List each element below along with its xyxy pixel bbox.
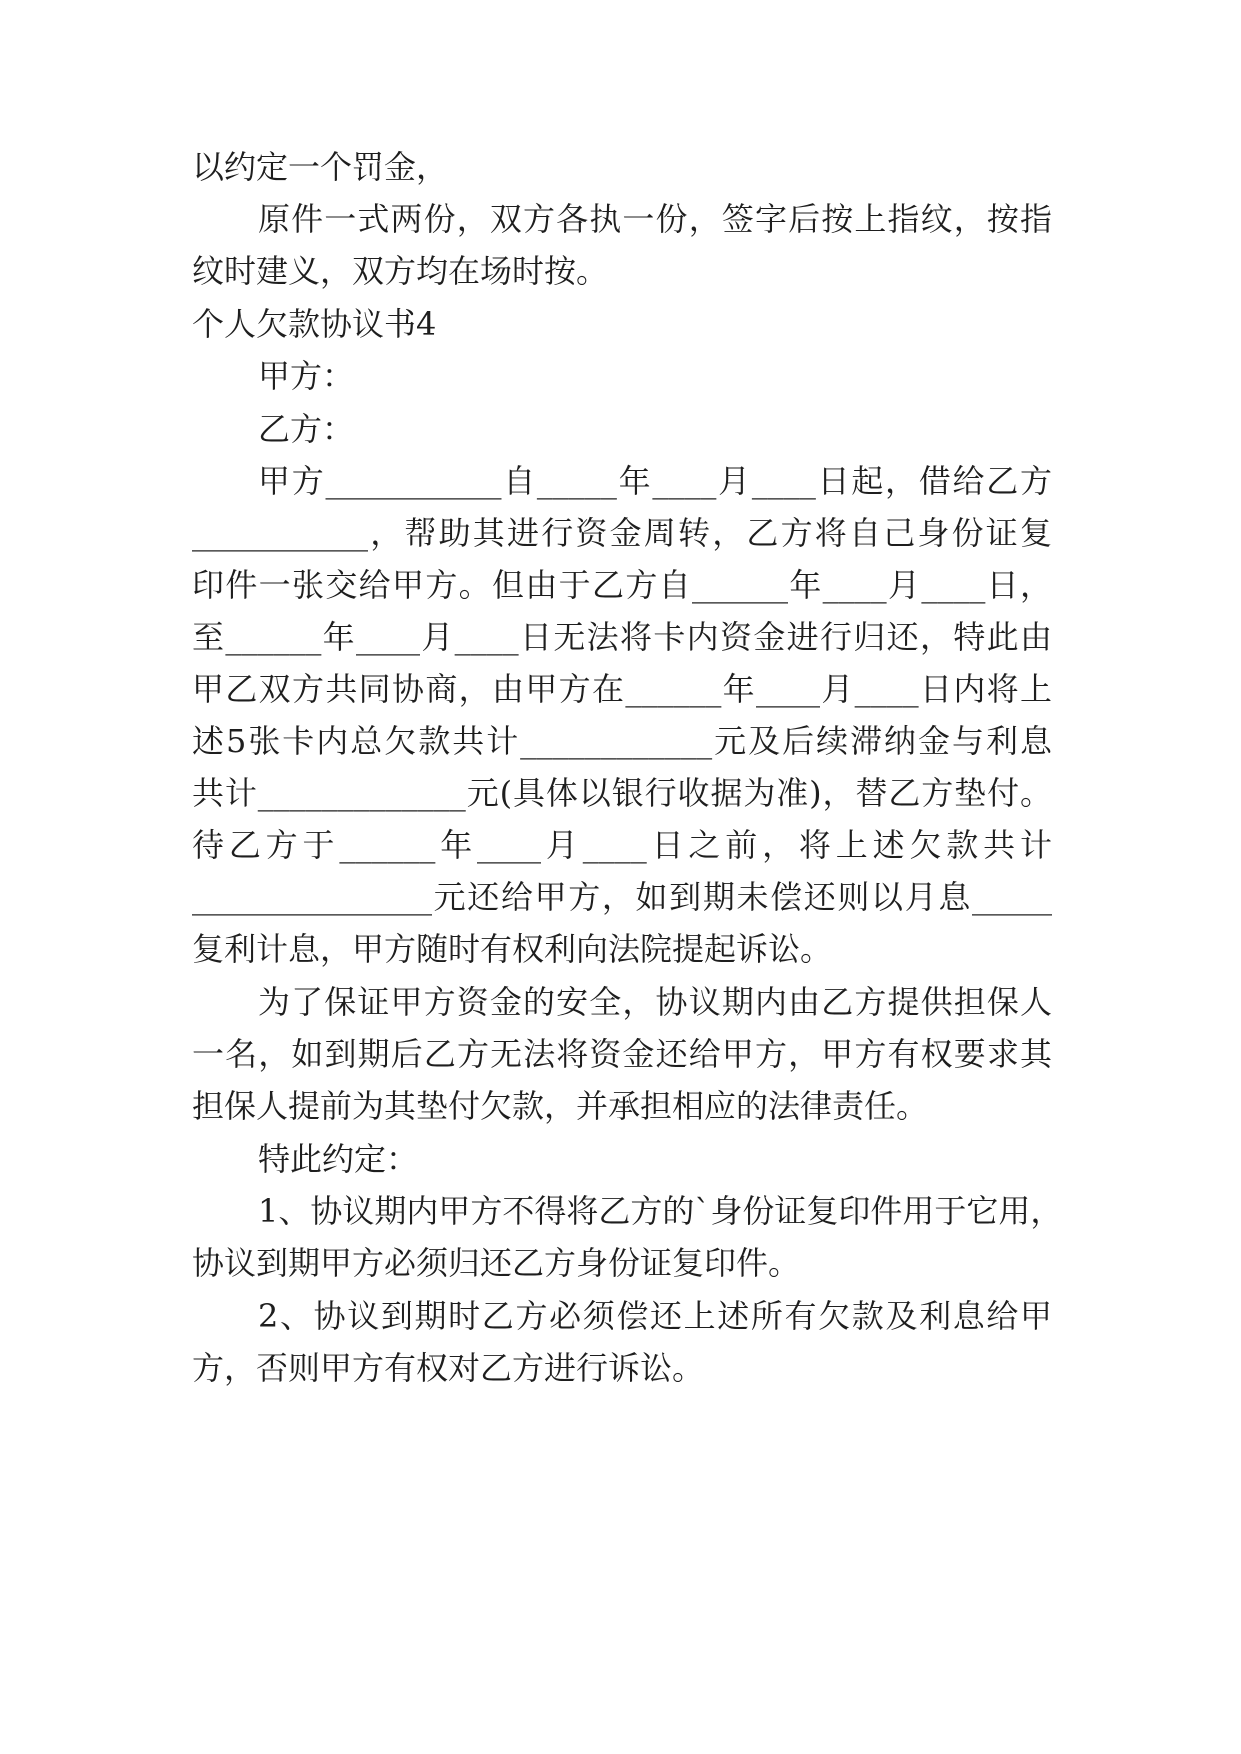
paragraph-line: 待乙方于______年____月____日之前，将上述欠款共计 [192,826,1052,864]
paragraph-line: ___________，帮助其进行资金周转，乙方将自己身份证复 [192,514,1052,552]
paragraph-line: 述5张卡内总欠款共计____________元及后续滞纳金与利息 [192,722,1052,760]
clause-line: 协议到期甲方必须归还乙方身份证复印件。 [192,1244,801,1282]
paragraph-line: 原件一式两份，双方各执一份，签字后按上指纹，按指 [258,200,1052,238]
clause-line: 方，否则甲方有权对乙方进行诉讼。 [192,1349,705,1387]
clause-line: 1、协议期内甲方不得将乙方的`身份证复印件用于它用， [258,1192,1063,1230]
paragraph-line: 甲乙双方共同协商，由甲方在______年____月____日内将上 [192,670,1052,708]
paragraph-line: 特此约定： [258,1140,419,1178]
party-a-label: 甲方： [258,357,355,395]
paragraph-line: 以约定一个罚金， [192,148,449,186]
paragraph-line: 一名，如到期后乙方无法将资金还给甲方，甲方有权要求其 [192,1035,1052,1073]
party-b-label: 乙方： [258,410,355,448]
paragraph-line: 共计_____________元(具体以银行收据为准)，替乙方垫付。 [192,774,1052,812]
paragraph-line: 印件一张交给甲方。但由于乙方自______年____月____日， [192,566,1052,604]
paragraph-line: 至______年____月____日无法将卡内资金进行归还，特此由 [192,618,1052,656]
paragraph-line: _______________元还给甲方，如到期未偿还则以月息_____ [192,878,1052,916]
paragraph-line: 担保人提前为其垫付欠款，并承担相应的法律责任。 [192,1087,929,1125]
paragraph-line: 甲方___________自_____年____月____日起，借给乙方 [258,462,1052,500]
clause-line: 2、协议到期时乙方必须偿还上述所有欠款及利息给甲 [258,1297,1052,1335]
section-title: 个人欠款协议书4 [192,305,437,343]
paragraph-line: 为了保证甲方资金的安全，协议期内由乙方提供担保人 [258,983,1052,1021]
paragraph-line: 复利计息，甲方随时有权利向法院提起诉讼。 [192,930,833,968]
paragraph-line: 纹时建义，双方均在场时按。 [192,252,609,290]
